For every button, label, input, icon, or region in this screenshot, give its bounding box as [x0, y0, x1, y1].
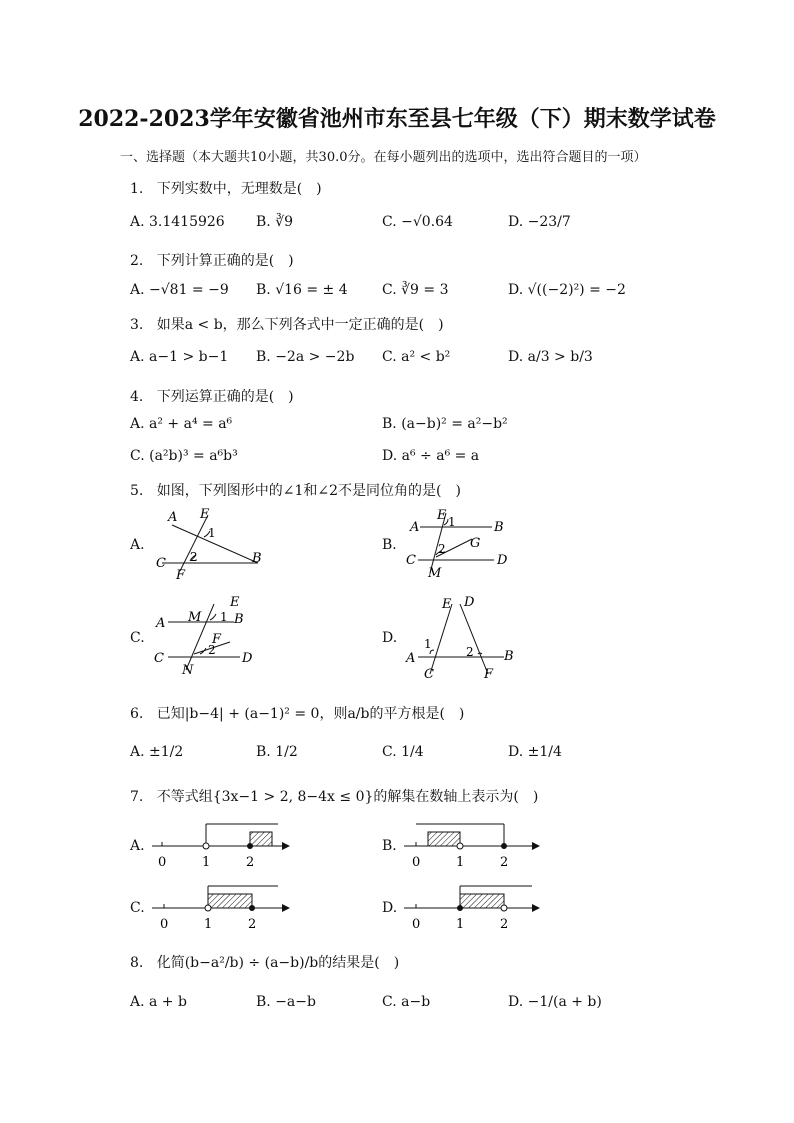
option-d[interactable]: D. √((−2)²) = −2	[508, 282, 626, 298]
option-d[interactable]: D. ±1/4	[508, 744, 562, 760]
option-c[interactable]: C.	[130, 630, 145, 646]
option-c[interactable]: C. a−b	[382, 994, 431, 1010]
question-number: 2.	[130, 253, 144, 269]
option-b[interactable]: B. 1/2	[256, 744, 298, 760]
option-a[interactable]: A.	[130, 537, 145, 553]
label-1: 1	[448, 515, 456, 529]
label-A: A	[410, 520, 420, 535]
label-F: F	[176, 568, 186, 583]
numberline-a	[148, 818, 298, 873]
tick-label-1: 1	[456, 855, 465, 870]
option-d[interactable]: D. −23/7	[508, 214, 571, 230]
label-2: 2	[438, 542, 446, 556]
label-E: E	[442, 597, 452, 612]
question-number: 4.	[130, 389, 144, 405]
label-2: 2	[208, 643, 216, 657]
option-a[interactable]: A. a² + a⁴ = a⁶	[130, 416, 233, 432]
figure-5b	[400, 505, 520, 585]
question-3	[130, 314, 444, 334]
question-text: 如图，下列图形中的∠1和∠2不是同位角的是( )	[156, 483, 461, 499]
option-d[interactable]: D.	[382, 630, 398, 646]
option-b[interactable]: B. ∛9	[256, 214, 294, 230]
question-7	[130, 786, 538, 806]
tick-label-0: 0	[160, 917, 169, 932]
question-6	[130, 703, 464, 723]
option-a[interactable]: A. a−1 > b−1	[130, 349, 229, 365]
label-C: C	[406, 553, 416, 568]
question-text: 已知|b−4| + (a−1)² = 0，则a/b的平方根是( )	[156, 706, 465, 722]
option-a[interactable]: A.	[130, 838, 145, 854]
option-b[interactable]: B. √16 = ± 4	[256, 282, 348, 298]
tick-label-2: 2	[500, 917, 509, 932]
label-A: A	[168, 510, 178, 525]
question-number: 1.	[130, 181, 144, 197]
question-number: 6.	[130, 706, 144, 722]
label-E: E	[437, 508, 447, 523]
label-1: 1	[424, 637, 432, 651]
question-4	[130, 386, 294, 406]
numberline-d	[400, 880, 550, 935]
question-number: 8.	[130, 955, 144, 971]
question-number: 5.	[130, 483, 144, 499]
question-text: 下列运算正确的是( )	[156, 389, 294, 405]
option-c[interactable]: C. 1/4	[382, 744, 424, 760]
option-d[interactable]: D. a⁶ ÷ a⁶ = a	[382, 448, 480, 464]
numberline-c	[148, 880, 298, 935]
option-c[interactable]: C. (a²b)³ = a⁶b³	[130, 448, 238, 464]
label-B: B	[234, 612, 244, 627]
option-a[interactable]: A. ±1/2	[130, 744, 184, 760]
tick-label-1: 1	[456, 917, 465, 932]
option-d[interactable]: D.	[382, 900, 398, 916]
label-D: D	[497, 553, 508, 568]
tick-label-1: 1	[204, 917, 213, 932]
label-E: E	[200, 507, 210, 522]
label-F: F	[484, 667, 494, 682]
label-D: D	[464, 595, 475, 610]
label-D: D	[242, 651, 253, 666]
tick-label-2: 2	[246, 855, 255, 870]
tick-label-2: 2	[500, 855, 509, 870]
question-text: 下列计算正确的是( )	[156, 253, 294, 269]
question-1	[130, 178, 322, 198]
question-text: 如果a < b，那么下列各式中一定正确的是( )	[156, 317, 444, 333]
label-B: B	[252, 551, 262, 566]
option-c[interactable]: C. a² < b²	[382, 349, 451, 365]
section-heading: 一、选择题（本大题共10小题，共30.0分。在每小题列出的选项中，选出符合题目的一项）	[120, 150, 647, 165]
question-5	[130, 480, 461, 500]
question-text: 不等式组{3x−1 > 2, 8−4x ≤ 0}的解集在数轴上表示为( )	[156, 789, 539, 805]
option-b[interactable]: B. (a−b)² = a²−b²	[382, 416, 508, 432]
figure-5c	[150, 590, 270, 680]
option-d[interactable]: D. a/3 > b/3	[508, 349, 593, 365]
option-b[interactable]: B. −a−b	[256, 994, 316, 1010]
label-1: 1	[208, 526, 216, 540]
label-C: C	[424, 667, 434, 682]
option-b[interactable]: B.	[382, 537, 397, 553]
label-2: 2	[466, 645, 474, 659]
tick-label-1: 1	[202, 855, 211, 870]
label-1: 1	[220, 610, 228, 624]
question-text: 化简(b−a²/b) ÷ (a−b)/b的结果是( )	[156, 955, 400, 971]
label-B: B	[504, 649, 514, 664]
numberline-b	[400, 818, 550, 873]
label-B: B	[494, 520, 504, 535]
label-G: G	[470, 536, 481, 551]
option-b[interactable]: B.	[382, 838, 397, 854]
label-C: C	[156, 556, 166, 571]
question-text: 下列实数中，无理数是( )	[156, 181, 322, 197]
option-a[interactable]: A. −√81 = −9	[130, 282, 229, 298]
figure-5a	[150, 505, 270, 585]
label-M: M	[428, 566, 442, 581]
question-number: 7.	[130, 789, 144, 805]
tick-label-0: 0	[412, 917, 421, 932]
option-c[interactable]: C. ∛9 = 3	[382, 282, 449, 298]
tick-label-0: 0	[412, 855, 421, 870]
option-b[interactable]: B. −2a > −2b	[256, 349, 355, 365]
question-2	[130, 250, 294, 270]
question-number: 3.	[130, 317, 144, 333]
label-N: N	[182, 663, 194, 678]
option-a[interactable]: A. a + b	[130, 994, 187, 1010]
option-d[interactable]: D. −1/(a + b)	[508, 994, 602, 1010]
option-c[interactable]: C. −√0.64	[382, 214, 453, 230]
label-A: A	[406, 651, 416, 666]
option-c[interactable]: C.	[130, 900, 145, 916]
label-A: A	[156, 616, 166, 631]
label-2: 2	[190, 550, 198, 564]
question-8	[130, 952, 399, 972]
page-title: 2022-2023学年安徽省池州市东至县七年级（下）期末数学试卷	[78, 106, 716, 132]
figure-5d	[400, 590, 520, 685]
label-F: F	[212, 632, 222, 647]
tick-label-0: 0	[158, 855, 167, 870]
tick-label-2: 2	[248, 917, 257, 932]
label-C: C	[154, 651, 164, 666]
label-E: E	[230, 595, 240, 610]
label-M: M	[188, 610, 202, 625]
option-a[interactable]: A. 3.1415926	[130, 214, 225, 230]
